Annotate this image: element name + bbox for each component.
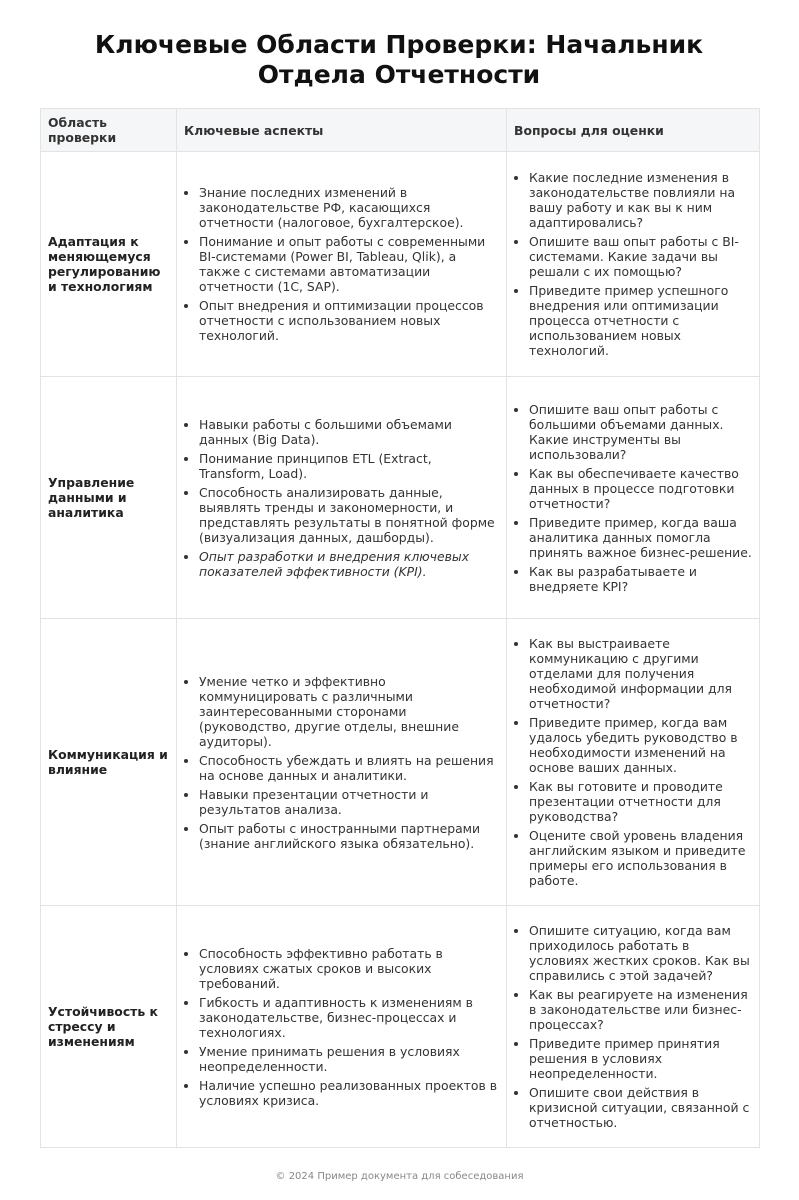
review-areas-table — [40, 108, 760, 1148]
questions-list — [514, 170, 752, 358]
aspect-item: • Способность убеждать и влиять на решения на основе данных и аналитики. — [199, 753, 499, 783]
aspects-cell — [177, 619, 507, 906]
header-aspects: Ключевые аспекты — [177, 109, 507, 152]
aspect-item: • Знание последних изменений в законодательстве РФ, касающихся отчетности (налоговое, бухгалтерское). — [199, 185, 499, 230]
page-title: Ключевые Области Проверки: Начальник Отдела Отчетности — [94, 30, 704, 89]
table-row — [41, 619, 760, 906]
questions-list — [514, 402, 752, 594]
question-item: • Опишите свои действия в кризисной ситуации, связанной с отчетностью. — [529, 1085, 752, 1130]
aspect-item: • Умение четко и эффективно коммуницировать с различными заинтересованными сторонами (руководство, другие отделы, внешние аудиторы). — [199, 674, 499, 749]
questions-cell — [507, 619, 760, 906]
question-item: • Какие последние изменения в законодательстве повлияли на вашу работу и как вы к ним адаптировались? — [529, 170, 752, 230]
aspects-list — [184, 674, 499, 851]
aspect-item: • Способность анализировать данные, выявлять тренды и закономерности, и представлять результаты в понятной форме (визуализация данных, дашборды). — [199, 485, 499, 545]
aspect-item: • Способность эффективно работать в условиях сжатых сроков и высоких требований. — [199, 946, 499, 991]
question-item: • Опишите ситуацию, когда вам приходилось работать в условиях жестких сроков. Как вы справились с этой задачей? — [529, 923, 752, 983]
aspect-item: • Навыки презентации отчетности и результатов анализа. — [199, 787, 499, 817]
questions-cell — [507, 906, 760, 1148]
aspects-cell — [177, 377, 507, 619]
area-cell: Управление данными и аналитика — [41, 377, 177, 619]
question-item: • Как вы реагируете на изменения в законодательстве или бизнес-процессах? — [529, 987, 752, 1032]
question-item: • Приведите пример, когда ваша аналитика данных помогла принять важное бизнес-решение. — [529, 515, 752, 560]
question-item: • Как вы готовите и проводите презентации отчетности для руководства? — [529, 779, 752, 824]
question-item: • Оцените свой уровень владения английским языком и приведите примеры его использования в работе. — [529, 828, 752, 888]
area-cell: Коммуникация и влияние — [41, 619, 177, 906]
header-area: Область проверки — [41, 109, 177, 152]
question-item: • Приведите пример, когда вам удалось убедить руководство в необходимости изменений на основе ваших данных. — [529, 715, 752, 775]
aspects-cell — [177, 906, 507, 1148]
table-header-row — [41, 109, 760, 152]
aspect-item: • Навыки работы с большими объемами данных (Big Data). — [199, 417, 499, 447]
question-item: • Опишите ваш опыт работы с большими объемами данных. Какие инструменты вы использовали? — [529, 402, 752, 462]
aspect-item: • Гибкость и адаптивность к изменениям в законодательстве, бизнес-процессах и технологиях. — [199, 995, 499, 1040]
aspect-item: • Умение принимать решения в условиях неопределенности. — [199, 1044, 499, 1074]
question-item: • Как вы обеспечиваете качество данных в процессе подготовки отчетности? — [529, 466, 752, 511]
questions-list — [514, 923, 752, 1130]
aspects-list — [184, 417, 499, 579]
area-cell: Устойчивость к стрессу и изменениям — [41, 906, 177, 1148]
aspect-item: • Наличие успешно реализованных проектов в условиях кризиса. — [199, 1078, 499, 1108]
aspect-item: • Понимание и опыт работы с современными BI-системами (Power BI, Tableau, Qlik), а также с системами автоматизации отчетности (1С, SAP). — [199, 234, 499, 294]
questions-list — [514, 636, 752, 888]
aspect-item: • Опыт внедрения и оптимизации процессов отчетности с использованием новых технологий. — [199, 298, 499, 343]
aspects-cell — [177, 152, 507, 377]
aspects-list — [184, 946, 499, 1108]
aspect-item: • Опыт разработки и внедрения ключевых показателей эффективности (KPI). — [199, 549, 499, 579]
table-row — [41, 152, 760, 377]
question-item: • Как вы разрабатываете и внедряете KPI? — [529, 564, 752, 594]
question-item: • Опишите ваш опыт работы с BI-системами. Какие задачи вы решали с их помощью? — [529, 234, 752, 279]
question-item: • Приведите пример принятия решения в условиях неопределенности. — [529, 1036, 752, 1081]
footer-copyright: © 2024 Пример документа для собеседования — [275, 1171, 524, 1182]
questions-cell — [507, 152, 760, 377]
header-questions: Вопросы для оценки — [507, 109, 760, 152]
question-item: • Как вы выстраиваете коммуникацию с другими отделами для получения необходимой информации для отчетности? — [529, 636, 752, 711]
aspect-item: • Опыт работы с иностранными партнерами (знание английского языка обязательно). — [199, 821, 499, 851]
aspect-item: • Понимание принципов ETL (Extract, Transform, Load). — [199, 451, 499, 481]
table-row — [41, 906, 760, 1148]
table-row — [41, 377, 760, 619]
aspects-list — [184, 185, 499, 343]
questions-cell — [507, 377, 760, 619]
question-item: • Приведите пример успешного внедрения или оптимизации процесса отчетности с использованием новых технологий. — [529, 283, 752, 358]
area-cell: Адаптация к меняющемуся регулированию и технологиям — [41, 152, 177, 377]
